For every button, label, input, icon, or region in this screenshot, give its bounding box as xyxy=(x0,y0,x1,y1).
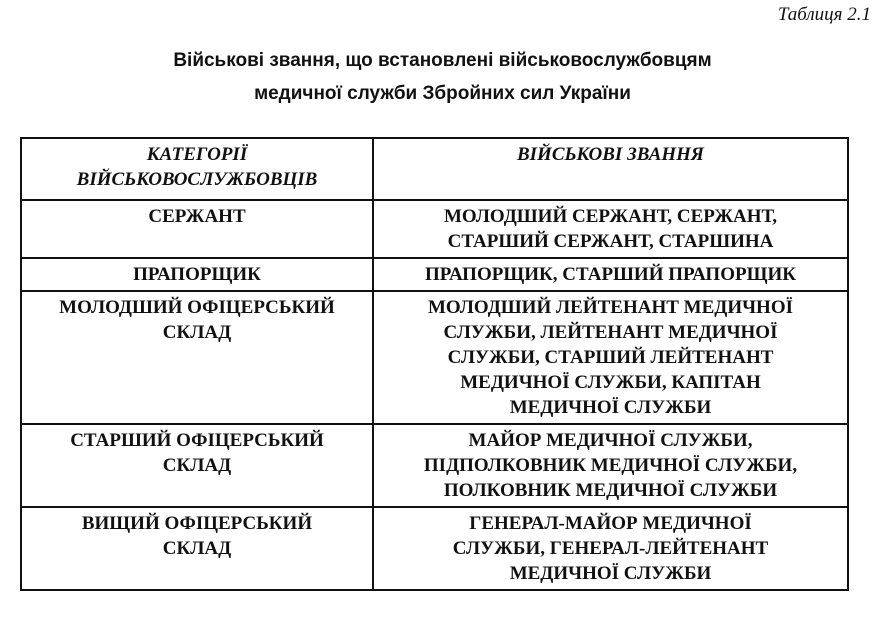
table-row xyxy=(21,424,848,507)
ranks-cell-line: МЕДИЧНОЇ СЛУЖБИ, КАПІТАН xyxy=(460,372,761,393)
ranks-cell-line: МОЛОДШИЙ СЕРЖАНТ, СЕРЖАНТ, xyxy=(443,206,778,227)
category-cell-line: СТАРШИЙ ОФІЦЕРСЬКИЙ xyxy=(70,430,324,451)
table-row xyxy=(21,291,848,424)
ranks-cell xyxy=(373,291,848,424)
category-cell-line: СКЛАД xyxy=(162,538,232,559)
header-categories-line-2: ВІЙСЬКОВОСЛУЖБОВЦІВ xyxy=(76,169,318,190)
category-cell xyxy=(21,258,373,291)
category-cell xyxy=(21,291,373,424)
ranks-cell xyxy=(373,507,848,590)
category-cell-line: СЕРЖАНТ xyxy=(148,206,246,227)
ranks-cell-line: СТАРШИЙ СЕРЖАНТ, СТАРШИНА xyxy=(447,231,774,252)
category-cell-line: ПРАПОРЩИК xyxy=(133,264,261,285)
ranks-cell-line: СЛУЖБИ, СТАРШИЙ ЛЕЙТЕНАНТ xyxy=(447,347,774,368)
ranks-cell-line: СЛУЖБИ, ГЕНЕРАЛ-ЛЕЙТЕНАНТ xyxy=(452,538,769,559)
ranks-cell xyxy=(373,200,848,258)
ranks-cell-line: ПОЛКОВНИК МЕДИЧНОЇ СЛУЖБИ xyxy=(443,480,778,501)
ranks-cell xyxy=(373,424,848,507)
table-title-line-2: медичної служби Збройних сил України xyxy=(254,83,631,104)
ranks-cell-line: СЛУЖБИ, ЛЕЙТЕНАНТ МЕДИЧНОЇ xyxy=(443,322,778,343)
category-cell-line: СКЛАД xyxy=(162,455,232,476)
category-cell xyxy=(21,200,373,258)
ranks-cell-line: МАЙОР МЕДИЧНОЇ СЛУЖБИ, xyxy=(468,430,753,451)
ranks-cell-line: ПРАПОРЩИК, СТАРШИЙ ПРАПОРЩИК xyxy=(424,264,797,285)
ranks-cell xyxy=(373,258,848,291)
category-cell-line: ВИЩИЙ ОФІЦЕРСЬКИЙ xyxy=(81,513,313,534)
ranks-cell-line: МЕДИЧНОЇ СЛУЖБИ xyxy=(509,397,712,418)
ranks-cell-line: ГЕНЕРАЛ-МАЙОР МЕДИЧНОЇ xyxy=(469,513,752,534)
category-cell xyxy=(21,507,373,590)
header-military-ranks: ВІЙСЬКОВІ ЗВАННЯ xyxy=(373,138,848,200)
ranks-cell-line: МЕДИЧНОЇ СЛУЖБИ xyxy=(509,563,712,584)
table-body xyxy=(21,200,848,590)
ranks-cell-line: МОЛОДШИЙ ЛЕЙТЕНАНТ МЕДИЧНОЇ xyxy=(427,297,793,318)
table-row xyxy=(21,200,848,258)
ranks-cell-line: ПІДПОЛКОВНИК МЕДИЧНОЇ СЛУЖБИ, xyxy=(423,455,798,476)
category-cell-line: МОЛОДШИЙ ОФІЦЕРСЬКИЙ xyxy=(59,297,335,318)
category-cell xyxy=(21,424,373,507)
header-categories xyxy=(21,138,373,200)
table-number-label: Таблиця 2.1 xyxy=(777,4,871,25)
category-cell-line: СКЛАД xyxy=(162,322,232,343)
table-title xyxy=(0,44,885,110)
table-header-row xyxy=(21,138,848,200)
table-row xyxy=(21,258,848,291)
table-row xyxy=(21,507,848,590)
ranks-table xyxy=(20,137,849,591)
header-categories-line-1: КАТЕГОРІЇ xyxy=(146,144,248,165)
table-title-line-1: Військові звання, що встановлені військовослужбовцям xyxy=(173,50,712,71)
